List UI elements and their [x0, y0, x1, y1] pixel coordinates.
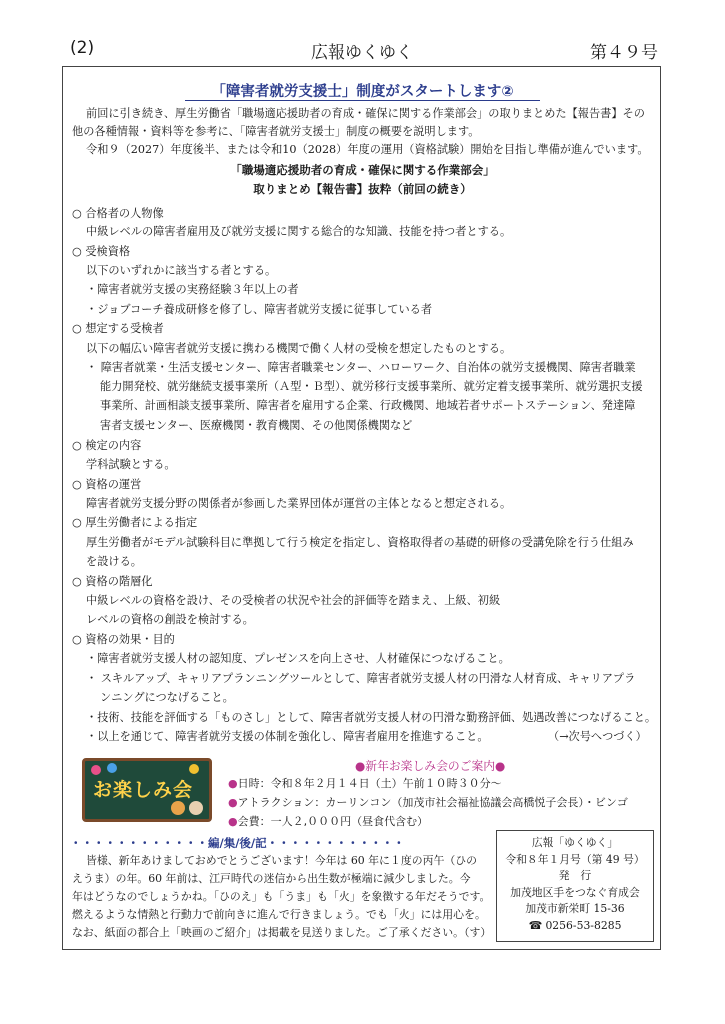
editorial-line: なお、紙面の都合上「映画のご紹介」は掲載を見送りました。ご了承ください。（す）	[72, 926, 492, 939]
list-item: ・障害者就労支援の実務経験３年以上の者	[86, 283, 299, 296]
bullet-icon: ●	[228, 796, 238, 809]
event-heading: ●新年お楽しみ会のご案内●	[355, 759, 506, 773]
list-item: を設ける。	[86, 555, 142, 568]
list-item: ○ 資格の階層化	[72, 575, 153, 588]
issue-number: 第４９号	[590, 43, 658, 63]
article-title: 「障害者就労支援士」制度がスタートします②	[211, 84, 514, 100]
list-item: ○ 資格の効果・目的	[72, 633, 175, 646]
page-number: (2)	[70, 38, 95, 58]
bullet-icon: ●	[228, 777, 238, 790]
colophon-box	[496, 830, 654, 942]
list-item: ○ 想定する受検者	[72, 322, 164, 335]
list-item: 中級レベルの障害者雇用及び就労支援に関する総合的な知識、技能を持つ者とする。	[86, 225, 512, 238]
animal-icon	[189, 801, 203, 815]
list-item: ○ 受検資格	[72, 245, 131, 258]
list-item: ンニングにつなげること。	[100, 691, 234, 704]
list-item: ・技術、技能を評価する「ものさし」として、障害者就労支援人材の円滑な勤務評価、処遇改善につなげること。	[86, 711, 657, 724]
event-fee	[228, 813, 428, 829]
list-item: 事業所、計画相談支援事業所、障害者を雇用する企業、行政機関、地域若者サポートステーション、発達障	[100, 399, 636, 412]
banner-text: お楽しみ会	[93, 779, 194, 801]
page-header	[62, 38, 662, 62]
balloon-icon	[189, 764, 199, 774]
balloon-icon	[91, 765, 101, 775]
colophon-line: 広報「ゆくゆく」	[531, 836, 619, 849]
editorial-line: えうま）の年。60 年前は、江戸時代の迷信から出生数が極端に減少しました。今	[72, 872, 471, 885]
balloon-icon	[107, 763, 117, 773]
editorial-line: 燃えるような情熱と行動力で前向きに進んで行きましょう。でも「火」には用心を。	[72, 908, 486, 921]
list-item: ○ 厚生労働者による指定	[72, 516, 198, 529]
list-item: ○ 合格者の人物像	[72, 207, 164, 220]
bullet-icon: ●	[228, 815, 238, 828]
list-item: 能力開発校、就労継続支援事業所（Ａ型・Ｂ型）、就労移行支援事業所、就労定着支援事業所、就労選択支援	[100, 380, 643, 393]
list-item: ・障害者就労支援人材の認知度、プレゼンスを向上させ、人材確保につなげること。	[86, 652, 510, 665]
colophon-line: 加茂市新栄町 15-36	[525, 902, 625, 915]
newsletter-name: 広報ゆくゆく	[311, 43, 413, 63]
colophon-line: 発 行	[558, 869, 592, 882]
editorial-heading: ・・・・・・・・・・・・編/集/後/記・・・・・・・・・・・・	[70, 836, 405, 850]
subtitle-1: 「職場適応援助者の育成・確保に関する作業部会」	[230, 163, 495, 177]
colophon-line: 加茂地区手をつなぐ育成会	[510, 885, 640, 899]
editorial-line: 年はどうなのでしょうかね。「ひのえ」も「うま」も「火」を象徴する年だそうです。	[72, 890, 491, 903]
list-item: ○ 資格の運営	[72, 478, 142, 491]
continued-note: （→次号へつづく）	[548, 730, 647, 743]
colophon-line: 令和８年１月号（第 49 号）	[505, 852, 645, 866]
list-item: 中級レベルの資格を設け、その受検者の状況や社会的評価等を踏まえ、上級、初級	[86, 594, 501, 607]
editorial-line: 皆様、新年あけましておめでとうございます！今年は 60 年に１度の丙午（ひの	[86, 854, 478, 867]
event-date-text: 日時：令和８年２月１４日（土）午前１０時３０分～	[237, 777, 502, 790]
list-item: ・ 障害者就業・生活支援センター、障害者職業センター、ハローワーク、自治体の就労支援機関、障害者職業	[86, 361, 636, 374]
list-item: 以下のいずれかに該当する者とする。	[86, 264, 277, 277]
list-item: ・ スキルアップ、キャリアプランニングツールとして、障害者就労支援人材の円滑な人材育成、キャリアプラ	[86, 672, 636, 685]
intro-line-2: 他の各種情報・資料等を参考に、「障害者就労支援士」制度の概要を説明します。	[72, 125, 480, 138]
colophon-line: ☎ 0256-53-8285	[528, 918, 622, 932]
list-item: ○ 検定の内容	[72, 439, 142, 452]
animal-icon	[171, 801, 185, 815]
list-item: ・ジョブコーチ養成研修を修了し、障害者就労支援に従事している者	[86, 303, 433, 316]
subtitle-2: 取りまとめ【報告書】抜粋（前回の続き）	[253, 182, 472, 196]
list-item: 学科試験とする。	[86, 458, 176, 471]
event-date	[228, 775, 502, 791]
title-underline	[185, 100, 540, 101]
event-attraction	[228, 794, 628, 810]
list-item: ・以上を通じて、障害者就労支援の体制を強化し、障害者雇用を推進すること。	[86, 730, 489, 743]
list-item: 厚生労働者がモデル試験科目に準拠して行う検定を指定し、資格取得者の基礎的研修の受講免除を行う仕組み	[86, 536, 634, 549]
event-banner-image	[82, 758, 212, 822]
list-item: 害者支援センター、医療機関・教育機関、その他関係機関など	[100, 419, 413, 432]
list-item: 以下の幅広い障害者就労支援に携わる機関で働く人材の受検を想定したものとする。	[86, 342, 512, 355]
event-fee-text: 会費：一人２,０００円（昼食代含む）	[237, 815, 429, 828]
intro-line-3: 令和９（2027）年度後半、または令和10（2028）年度の運用（資格試験）開始を目指し準備が進んでいます。	[86, 143, 649, 156]
list-item: レベルの資格の創設を検討する。	[86, 613, 254, 626]
intro-line-1: 前回に引き続き、厚生労働省「職場適応援助者の育成・確保に関する作業部会」の取りまとめた【報告書】その	[86, 107, 645, 120]
event-attraction-text: アトラクション：カーリンコン（加茂市社会福祉協議会高橋悦子会長）・ビンゴ	[237, 796, 628, 809]
list-item: 障害者就労支援分野の関係者が参画した業界団体が運営の主体となると想定される。	[86, 497, 512, 510]
